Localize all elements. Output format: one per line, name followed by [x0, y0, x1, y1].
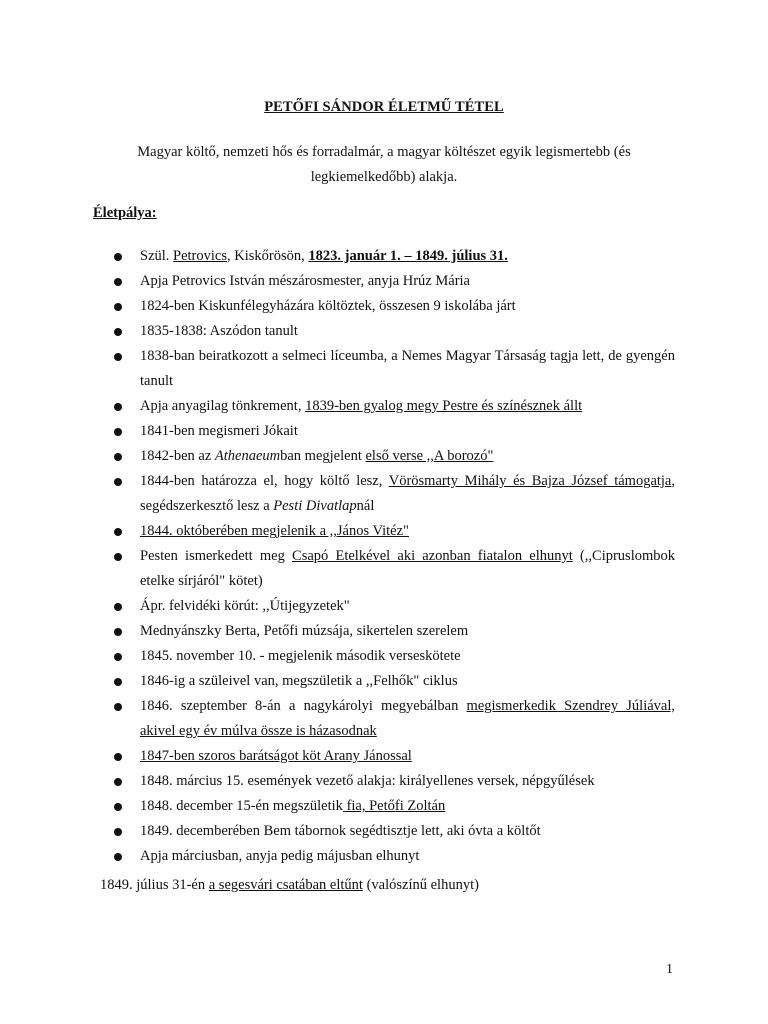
bullet-icon	[114, 328, 122, 336]
list-item: 1844-ben határozza el, hogy költő lesz, Vörösmarty Mihály és Bajza József támogatja, segédszerkesztő lesz a Pesti Divatlapnál	[0, 469, 675, 519]
bullet-icon	[114, 753, 122, 761]
page-number: 1	[666, 962, 673, 977]
bullet-icon	[114, 278, 122, 286]
list-item: 1838-ban beiratkozott a selmeci líceumba, a Nemes Magyar Társaság tagja lett, de gyengén tanult	[0, 344, 675, 394]
bullet-icon	[114, 253, 122, 261]
list-item: 1846-ig a szüleivel van, megszületik a ,,Felhők" ciklus	[0, 669, 675, 694]
bullet-icon	[114, 628, 122, 636]
list-item: Ápr. felvidéki körút: ,,Útijegyzetek"	[0, 594, 675, 619]
bullet-icon	[114, 603, 122, 611]
bullet-icon	[114, 553, 122, 561]
bullet-icon	[114, 428, 122, 436]
document-title: PETŐFI SÁNDOR ÉLETMŰ TÉTEL	[264, 99, 504, 115]
intro-paragraph: Magyar költő, nemzeti hős és forradalmár, a magyar költészet egyik legismertebb (és legkiemelkedőbb) alakja.	[137, 144, 631, 185]
bullet-icon	[114, 703, 122, 711]
list-item: 1844. októberében megjelenik a ,,János Vitéz"	[0, 519, 675, 544]
list-item: 1842-ben az Athenaeumban megjelent első verse ,,A borozó"	[0, 444, 675, 469]
bullet-icon	[114, 803, 122, 811]
bullet-icon	[114, 853, 122, 861]
list-item: 1848. március 15. események vezető alakja: királyellenes versek, népgyűlések	[0, 769, 675, 794]
list-item: Mednyánszky Berta, Petőfi múzsája, sikertelen szerelem	[0, 619, 675, 644]
list-item: Apja Petrovics István mészárosmester, anyja Hrúz Mária	[0, 269, 675, 294]
bullet-icon	[114, 828, 122, 836]
list-item: 1835-1838: Aszódon tanult	[0, 319, 675, 344]
bullet-icon	[114, 678, 122, 686]
bullet-icon	[114, 303, 122, 311]
list-item: 1841-ben megismeri Jókait	[0, 419, 675, 444]
list-item: Apja márciusban, anyja pedig májusban elhunyt	[0, 844, 675, 869]
biography-list	[0, 244, 768, 869]
bullet-icon	[114, 528, 122, 536]
list-item: Apja anyagilag tönkrement, 1839-ben gyalog megy Pestre és színésznek állt	[0, 394, 675, 419]
list-item: Pesten ismerkedett meg Csapó Etelkével aki azonban fiatalon elhunyt (,,Cipruslombok etelke sírjáról" kötet)	[0, 544, 675, 594]
list-item: 1849. decemberében Bem tábornok segédtisztje lett, aki óvta a költőt	[0, 819, 675, 844]
bullet-icon	[114, 478, 122, 486]
bullet-icon	[114, 653, 122, 661]
list-item: Szül. Petrovics, Kiskőrösön, 1823. január 1. – 1849. július 31.	[0, 244, 675, 269]
list-item: 1846. szeptember 8-án a nagykárolyi megyebálban megismerkedik Szendrey Júliával, akivel egy év múlva össze is házasodnak	[0, 694, 675, 744]
list-item: 1848. december 15-én megszületik fia, Petőfi Zoltán	[0, 794, 675, 819]
list-item: 1847-ben szoros barátságot köt Arany Jánossal	[0, 744, 675, 769]
bullet-icon	[114, 778, 122, 786]
section-heading: Életpálya:	[93, 205, 157, 221]
bullet-icon	[114, 353, 122, 361]
list-item: 1824-ben Kiskunfélegyházára költöztek, összesen 9 iskolába járt	[0, 294, 675, 319]
bullet-icon	[114, 403, 122, 411]
list-item: 1845. november 10. - megjelenik második verseskötete	[0, 644, 675, 669]
closing-line: 1849. július 31-én a segesvári csatában eltűnt (valószínű elhunyt)	[100, 877, 479, 893]
bullet-icon	[114, 453, 122, 461]
